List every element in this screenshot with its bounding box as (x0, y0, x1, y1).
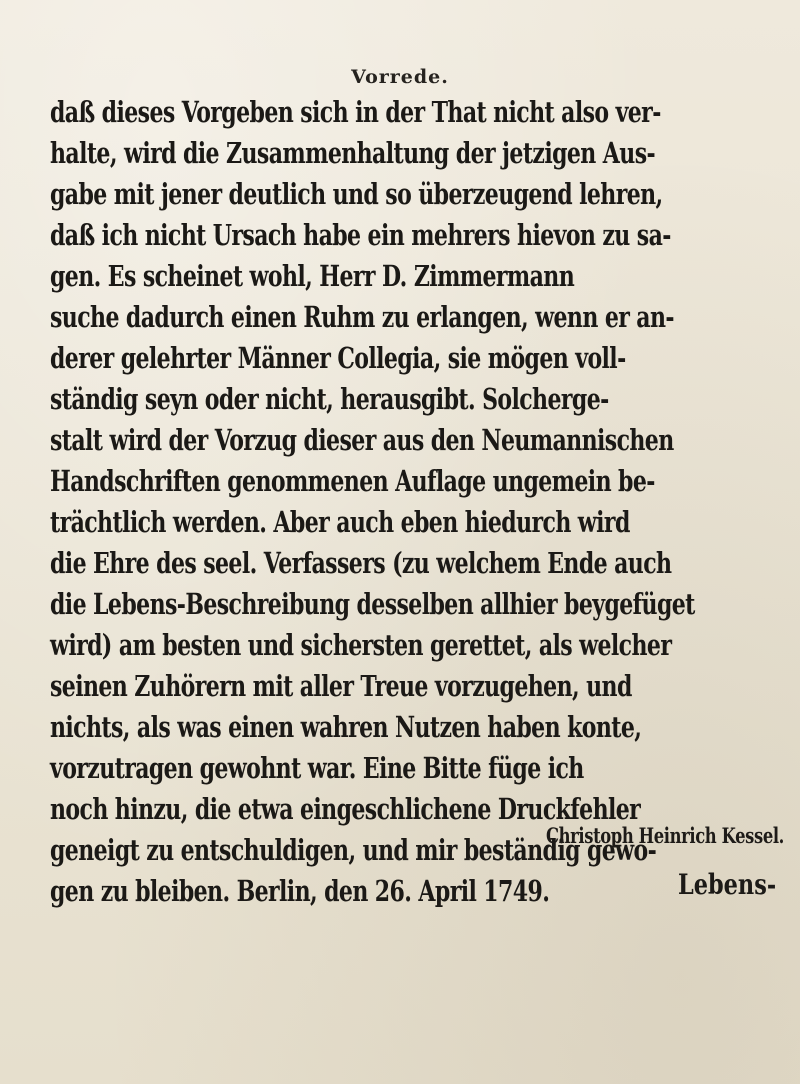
text-line: derer gelehrter Männer Collegia, sie mögen voll- (50, 341, 626, 375)
text-line: Handschriften genommenen Auflage ungemein be- (50, 464, 655, 498)
text-line: geneigt zu entschuldigen, und mir beständig gewo- (50, 833, 657, 867)
running-head: Vorrede. (351, 66, 449, 88)
text-line: ständig seyn oder nicht, herausgibt. Solcherge- (50, 382, 609, 416)
text-line: die Lebens-Beschreibung desselben allhier beygefüget (50, 587, 695, 621)
text-line: die Ehre des seel. Verfassers (zu welchem Ende auch (50, 546, 672, 580)
body-text (50, 92, 770, 912)
text-line: gen zu bleiben. Berlin, den 26. April 1749. (50, 874, 550, 908)
text-line: trächtlich werden. Aber auch eben hiedurch wird (50, 505, 630, 539)
text-line: stalt wird der Vorzug dieser aus den Neumannischen (50, 423, 674, 457)
text-line: nichts, als was einen wahren Nutzen haben konte, (50, 710, 642, 744)
text-line: halte, wird die Zusammenhaltung der jetzigen Aus- (50, 136, 656, 170)
text-line: gabe mit jener deutlich und so überzeugend lehren, (50, 177, 663, 211)
text-line: suche dadurch einen Ruhm zu erlangen, wenn er an- (50, 300, 674, 334)
text-line: daß ich nicht Ursach habe ein mehrers hievon zu sa- (50, 218, 671, 252)
text-line: gen. Es scheinet wohl, Herr D. Zimmermann (50, 259, 575, 293)
text-line: wird) am besten und sichersten gerettet, als welcher (50, 628, 672, 662)
text-line: vorzutragen gewohnt war. Eine Bitte füge ich (50, 751, 584, 785)
catchword: Lebens- (678, 868, 777, 901)
text-line: noch hinzu, die etwa eingeschlichene Druckfehler (50, 792, 641, 826)
text-line: daß dieses Vorgeben sich in der That nicht also ver- (50, 95, 661, 129)
text-line: seinen Zuhörern mit aller Treue vorzugehen, und (50, 669, 632, 703)
author-signature: Christoph Heinrich Kessel. (546, 823, 784, 848)
